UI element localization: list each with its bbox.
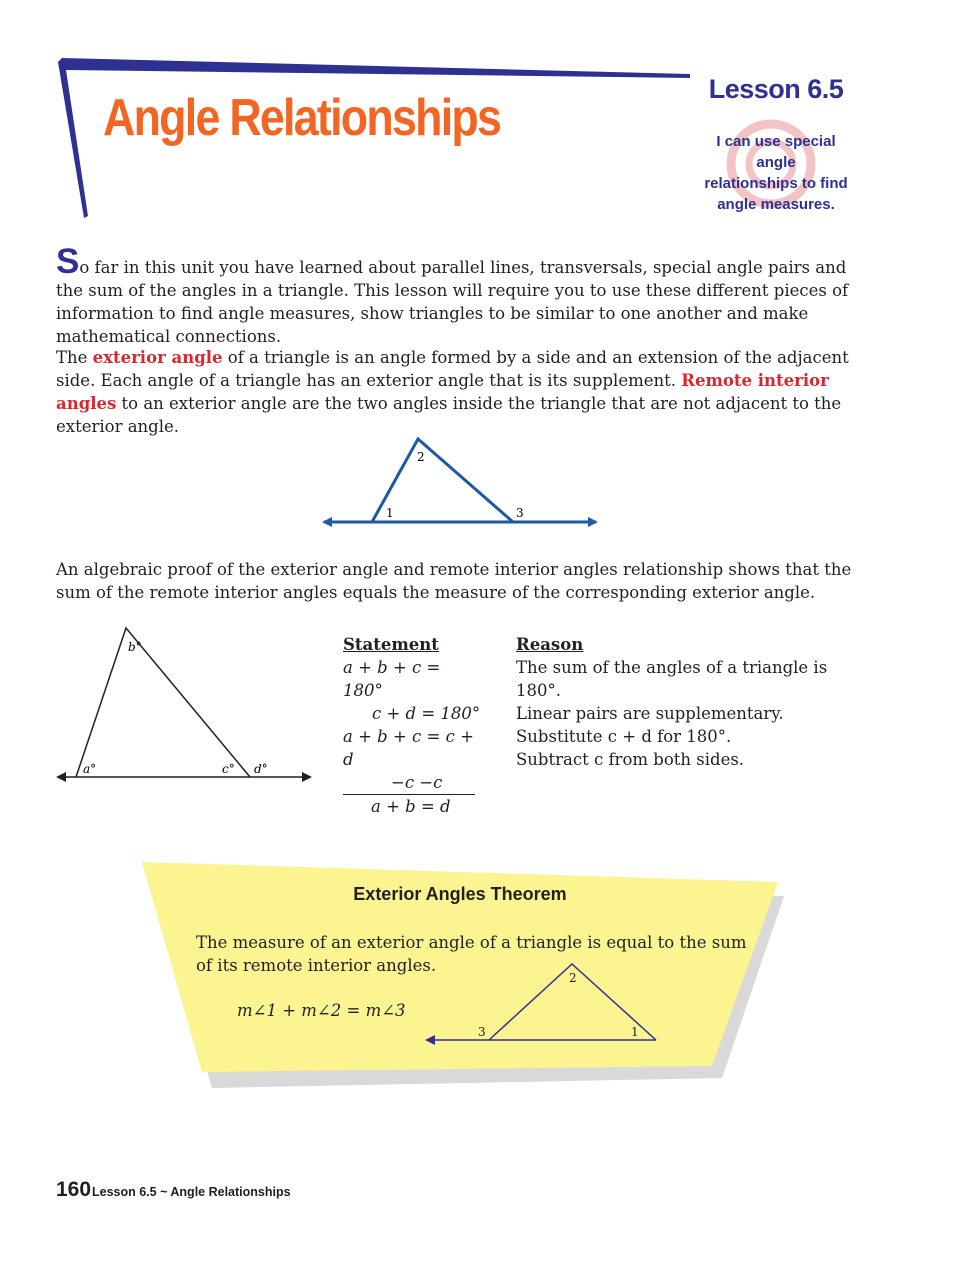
statement-column — [343, 633, 483, 818]
reason-line: Substitute c + d for 180°. — [516, 727, 732, 746]
theorem-equation: m∠1 + m∠2 = m∠3 — [237, 1001, 406, 1020]
reason-column — [516, 633, 876, 771]
term-remote-interior-angles: Remote interior angles — [56, 371, 829, 413]
angle-label: 2 — [417, 450, 425, 464]
reason-line: Subtract c from both sides. — [516, 750, 745, 769]
reason-line: The sum of the angles of a triangle is 180°. — [516, 658, 828, 700]
angle-label: 1 — [631, 1025, 639, 1039]
intro-paragraph — [56, 242, 876, 348]
statement-line: a + b + c = c + d — [343, 727, 474, 769]
exterior-angle-figure — [310, 430, 610, 535]
theorem-title: Exterior Angles Theorem — [353, 884, 567, 904]
statement-line: −c −c — [343, 771, 475, 795]
page-number: 160 — [56, 1178, 92, 1201]
reason-line: Linear pairs are supplementary. — [516, 704, 784, 723]
definition-text: The — [56, 348, 93, 367]
theorem-text: The measure of an exterior angle of a triangle is equal to the sum of its remote interior angles. — [196, 933, 747, 975]
proof-intro: An algebraic proof of the exterior angle and remote interior angles relationship shows that the sum of the remote interior angles equals the measure of the corresponding exterior angle. — [56, 560, 852, 602]
angle-label: d° — [254, 762, 268, 776]
goal-line: angle measures. — [717, 196, 835, 213]
goal-line: relationships to find — [704, 175, 848, 192]
angle-label: c° — [222, 762, 235, 776]
definition-text: to an exterior angle are the two angles inside the triangle that are not adjacent to the exterior angle. — [56, 394, 842, 436]
angle-label: a° — [83, 762, 97, 776]
statement-line: a + b = d — [371, 797, 451, 816]
intro-text: o far in this unit you have learned about parallel lines, transversals, special angle pairs and the sum of the angles in a triangle. This lesson will require you to use these different pieces of information to find angle measures, show triangles to be similar to one another and make mathematical connections. — [56, 258, 849, 346]
proof-triangle-figure — [50, 618, 320, 788]
statement-line: c + d = 180° — [372, 704, 481, 723]
triangle — [76, 628, 250, 777]
page-title: Angle Relationships — [103, 89, 501, 147]
statement-line: a + b + c = 180° — [343, 658, 441, 700]
angle-label: 3 — [478, 1025, 486, 1039]
goal-line: I can use special angle — [716, 133, 836, 171]
definition-paragraph — [56, 346, 876, 438]
statement-header: Statement — [343, 635, 439, 654]
angle-label: 2 — [569, 971, 577, 985]
angle-label: 3 — [516, 506, 524, 520]
term-exterior-angle: exterior angle — [92, 348, 223, 367]
drop-cap: S — [56, 242, 80, 281]
footer-text: Lesson 6.5 ~ Angle Relationships — [92, 1185, 291, 1199]
angle-label: 1 — [386, 506, 394, 520]
lesson-number: Lesson 6.5 — [708, 74, 844, 104]
reason-header: Reason — [516, 635, 584, 654]
learning-goal — [700, 131, 852, 215]
definition-text: of a triangle is an angle formed by a side and an extension of the adjacent side. Each angle of a triangle has an exterior angle that is its supplement. — [56, 348, 849, 390]
angle-label: b° — [128, 640, 142, 654]
